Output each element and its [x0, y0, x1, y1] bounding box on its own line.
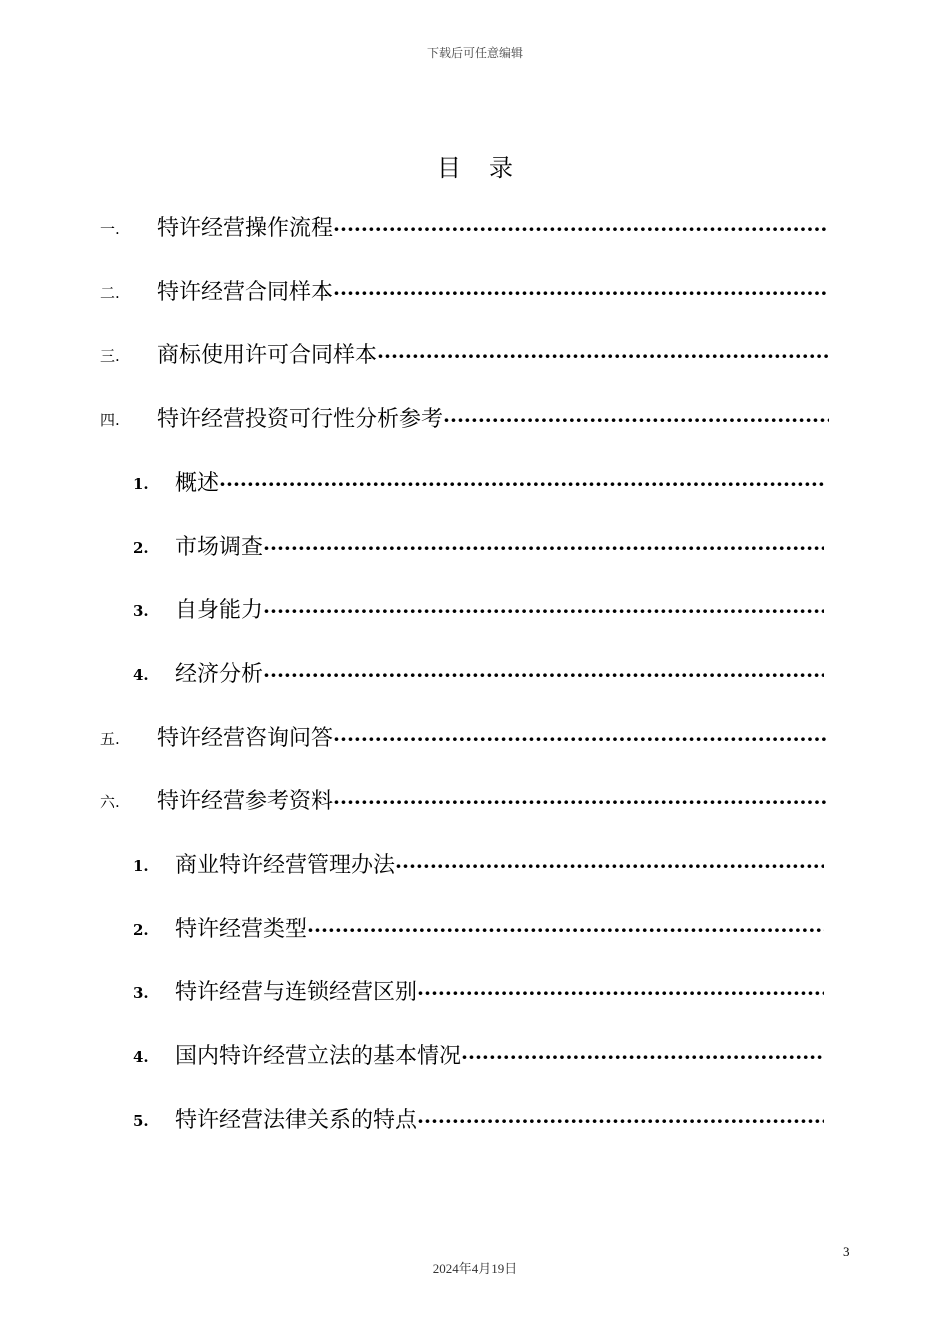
toc-entry-number: 4.: [133, 1048, 149, 1066]
toc-entry[interactable]: [0, 787, 950, 817]
toc-entry-label: 特许经营投资可行性分析参考: [157, 407, 444, 432]
toc-entry-label: 商业特许经营管理办法: [175, 853, 396, 878]
toc-title: 目录: [437, 154, 541, 182]
toc-entry-number: 2.: [133, 539, 149, 557]
toc-entry-label: 自身能力: [175, 598, 264, 623]
toc-entry-number: 5.: [133, 1112, 149, 1130]
toc-dot-leader: [307, 915, 824, 945]
toc-entry-label: 国内特许经营立法的基本情况: [175, 1044, 462, 1069]
toc-dot-leader: [461, 1042, 824, 1072]
toc-entry-number: 3.: [133, 602, 149, 620]
toc-entry[interactable]: [0, 915, 950, 945]
toc-entry[interactable]: [0, 469, 950, 499]
toc-dot-leader: [263, 596, 824, 626]
toc-entry-label: 特许经营合同样本: [157, 280, 334, 305]
toc-dot-leader: [417, 978, 824, 1008]
toc-entry-label: 商标使用许可合同样本: [157, 343, 378, 368]
toc-entry-number: 三.: [100, 347, 120, 365]
toc-entry[interactable]: [0, 405, 950, 435]
toc-entry[interactable]: [0, 660, 950, 690]
toc-entry-number: 2.: [133, 921, 149, 939]
toc-entry[interactable]: [0, 978, 950, 1008]
toc-dot-leader: [333, 214, 829, 244]
toc-entry-number: 一.: [100, 220, 120, 238]
toc-entry-label: 特许经营操作流程: [157, 216, 334, 241]
toc-entry-number: 四.: [100, 411, 120, 429]
toc-dot-leader: [219, 469, 824, 499]
page-number: 3: [843, 1244, 850, 1259]
toc-entry[interactable]: [0, 533, 950, 563]
toc-dot-leader: [395, 851, 824, 881]
toc-dot-leader: [263, 533, 824, 563]
toc-dot-leader: [333, 278, 829, 308]
toc-entry-label: 特许经营参考资料: [157, 789, 334, 814]
toc-dot-leader: [333, 787, 829, 817]
toc-entry[interactable]: [0, 278, 950, 308]
toc-entry-label: 经济分析: [175, 662, 264, 687]
toc-entry-number: 4.: [133, 666, 149, 684]
toc-entry-label: 特许经营与连锁经营区别: [175, 980, 418, 1005]
toc-entry-label: 特许经营类型: [175, 917, 308, 942]
toc-entry[interactable]: [0, 341, 950, 371]
toc-dot-leader: [333, 724, 829, 754]
toc-entry[interactable]: [0, 214, 950, 244]
toc-entry-number: 3.: [133, 984, 149, 1002]
toc-dot-leader: [417, 1106, 824, 1136]
toc-entry-number: 1.: [133, 857, 149, 875]
toc-dot-leader: [443, 405, 829, 435]
toc-dot-leader: [263, 660, 824, 690]
toc-entry[interactable]: [0, 724, 950, 754]
toc-entry[interactable]: [0, 851, 950, 881]
toc-entry-label: 概述: [175, 471, 220, 496]
toc-entry-number: 五.: [100, 730, 120, 748]
toc-entry-number: 1.: [133, 475, 149, 493]
toc-dot-leader: [377, 341, 829, 371]
toc-entry-label: 市场调查: [175, 535, 264, 560]
toc-entry[interactable]: [0, 1042, 950, 1072]
page-header: 下载后可任意编辑: [426, 46, 523, 60]
toc-entry-number: 六.: [100, 793, 120, 811]
toc-entry-label: 特许经营咨询问答: [157, 726, 334, 751]
page-footer-date: 2024年4月19日: [432, 1261, 518, 1276]
toc-entry[interactable]: [0, 596, 950, 626]
toc-entry[interactable]: [0, 1106, 950, 1136]
toc-entry-number: 二.: [100, 284, 120, 302]
toc-entry-label: 特许经营法律关系的特点: [175, 1108, 418, 1133]
